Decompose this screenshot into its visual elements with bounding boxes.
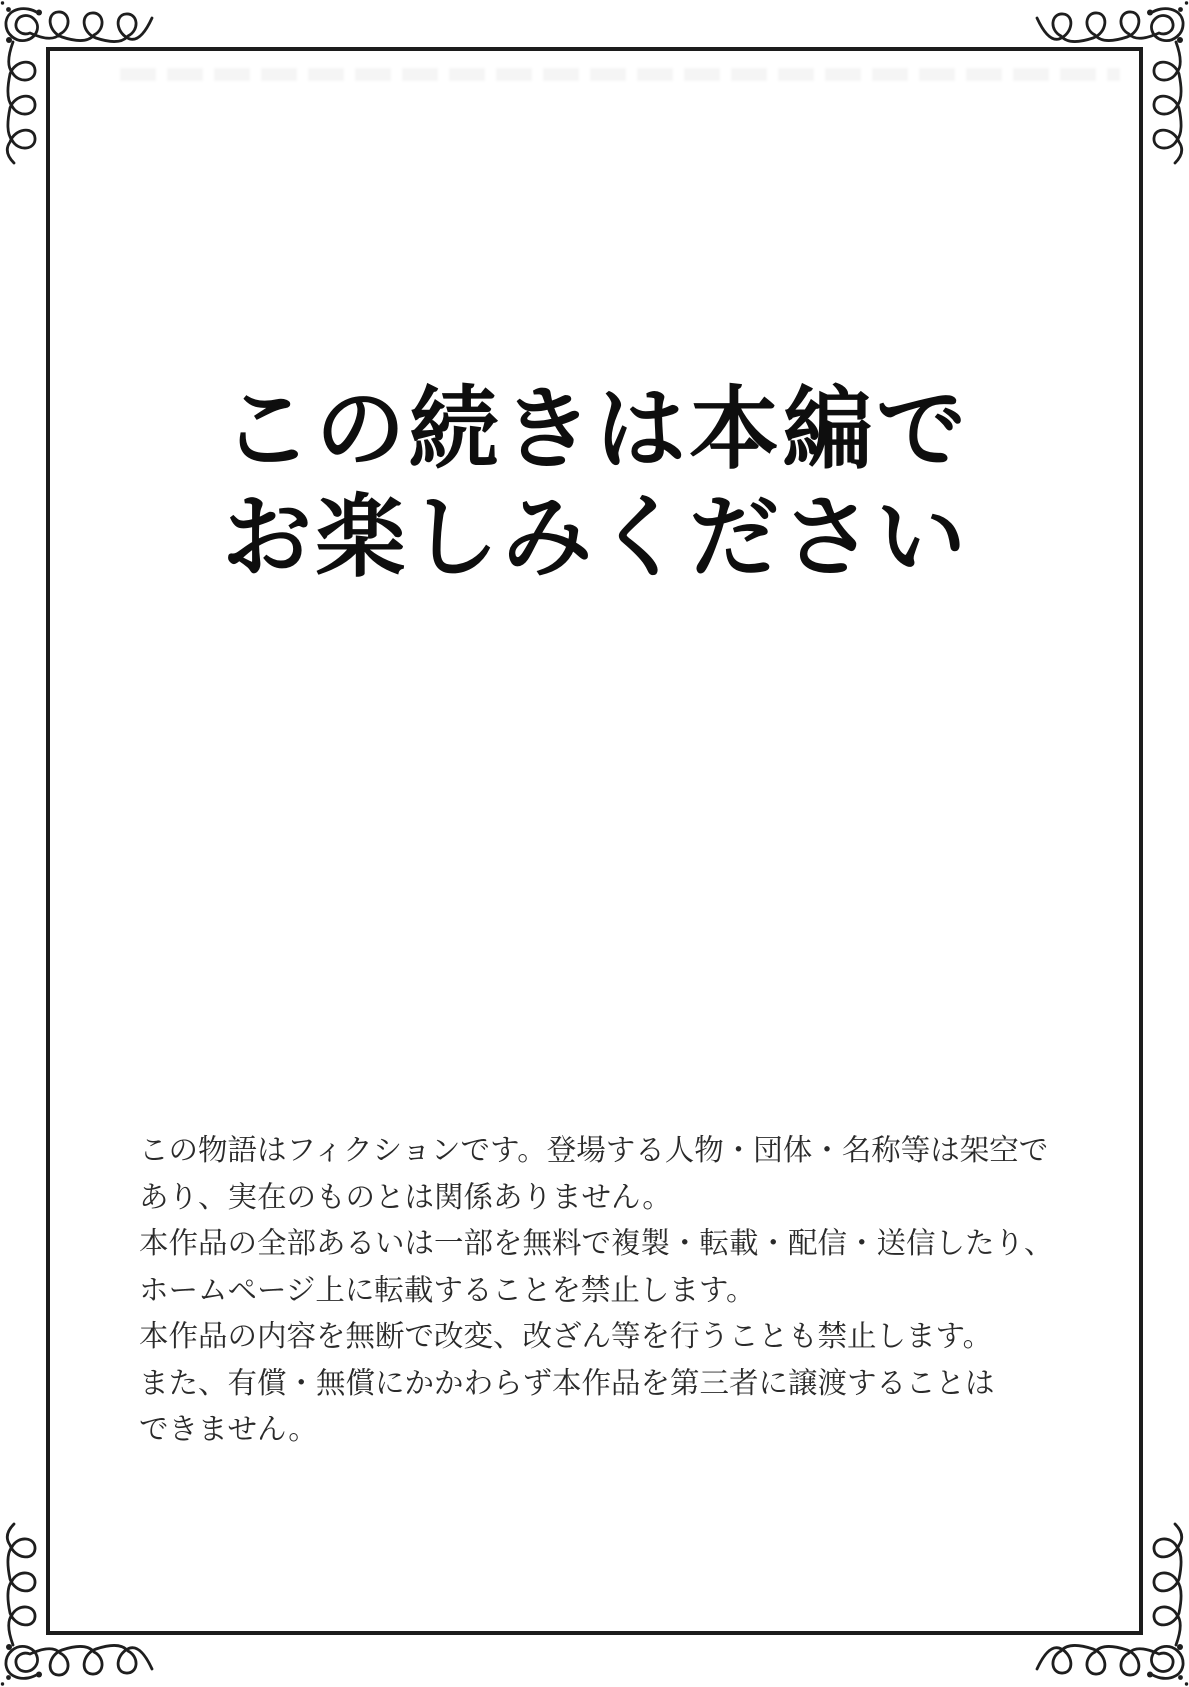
- disclaimer-text: [139, 1128, 1054, 1454]
- continuation-heading: [222, 376, 968, 592]
- disclaimer-line: また、有償・無償にかかわらず本作品を第三者に譲渡することは: [139, 1366, 995, 1400]
- disclaimer-line: 本作品の全部あるいは一部を無料で複製・転載・配信・送信したり、: [139, 1227, 1054, 1260]
- heading-line-1: この続きは本編で: [222, 380, 968, 480]
- disclaimer-line: ホームページ上に転載することを禁止します。: [139, 1273, 756, 1307]
- disclaimer-line: 本作品の内容を無断で改変、改ざん等を行うことも禁止します。: [139, 1320, 993, 1353]
- disclaimer-line: あり、実在のものとは関係ありません。: [139, 1180, 672, 1214]
- heading-line-2: お楽しみください: [222, 488, 968, 588]
- disclaimer-line: この物語はフィクションです。登場する人物・団体・名称等は架空で: [139, 1134, 1049, 1167]
- disclaimer-line: できません。: [139, 1413, 318, 1446]
- scan-ghost-artifact: [120, 68, 1120, 81]
